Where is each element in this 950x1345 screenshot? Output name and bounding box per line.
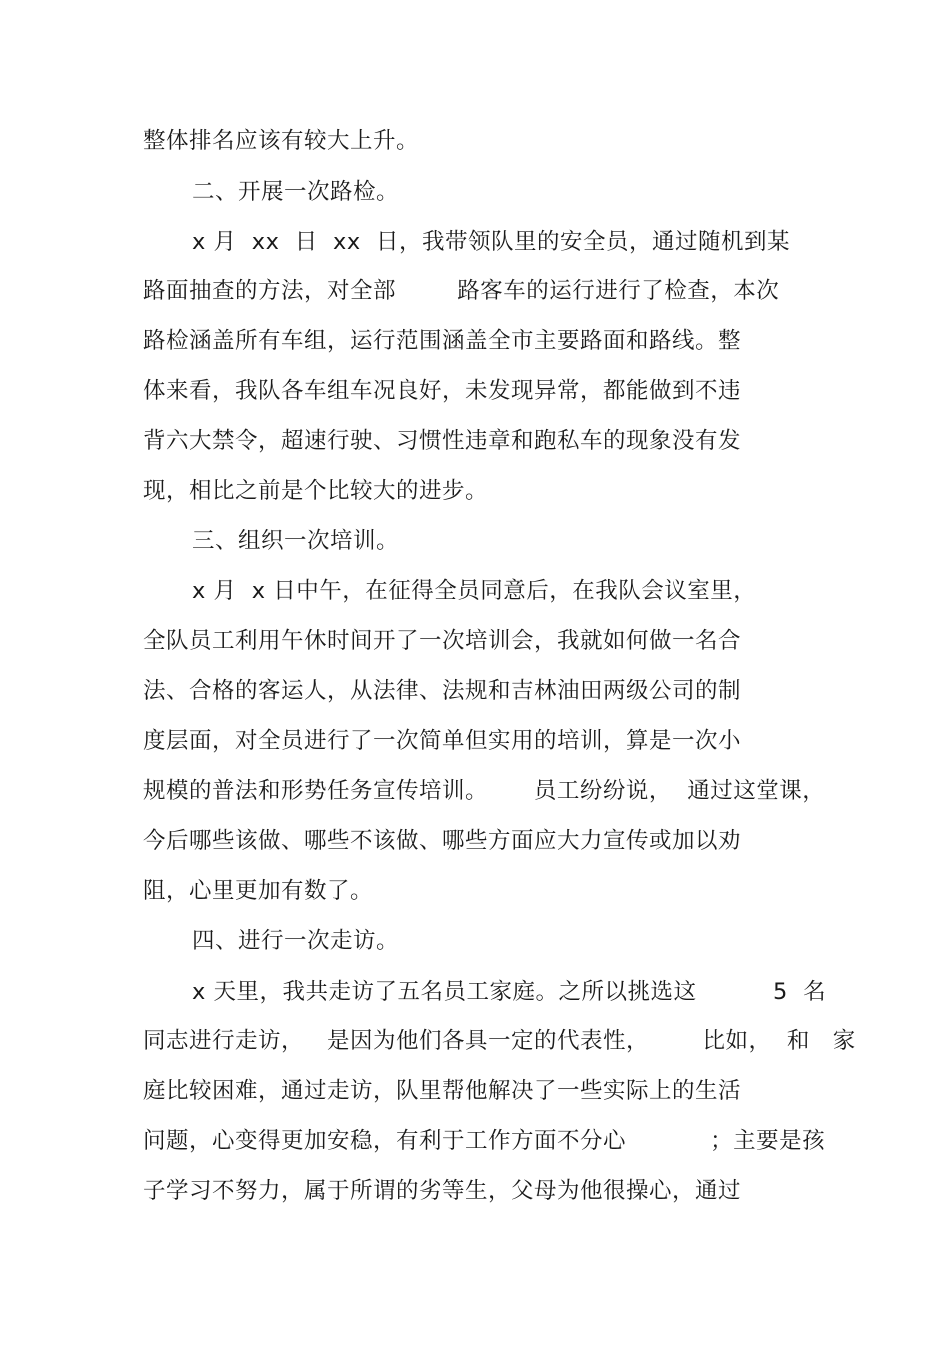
paragraph-line: 路面抽查的方法，对全部 路客车的运行进行了检查，本次 bbox=[143, 278, 780, 304]
section-heading: 二、开展一次路检。 bbox=[192, 179, 400, 205]
paragraph-line: 法、合格的客运人，从法律、法规和吉林油田两级公司的制 bbox=[143, 678, 742, 704]
paragraph-line: 同志进行走访， 是因为他们各具一定的代表性， 比如， 和 家 bbox=[143, 1028, 856, 1054]
paragraph-line: 阻，心里更加有数了。 bbox=[143, 878, 374, 904]
paragraph-line: 现，相比之前是个比较大的进步。 bbox=[143, 478, 489, 504]
paragraph-line: 庭比较困难，通过走访，队里帮他解决了一些实际上的生活 bbox=[143, 1078, 742, 1104]
section-heading: 四、进行一次走访。 bbox=[192, 928, 400, 954]
paragraph-line: 背六大禁令，超速行驶、习惯性违章和跑私车的现象没有发 bbox=[143, 428, 742, 454]
paragraph-line: 规模的普法和形势任务宣传培训。 员工纷纷说， 通过这堂课， bbox=[143, 778, 826, 804]
paragraph-line: x 天里，我共走访了五名员工家庭。之所以挑选这 5 名 bbox=[192, 979, 827, 1005]
paragraph-line: 子学习不努力，属于所谓的劣等生，父母为他很操心，通过 bbox=[143, 1178, 742, 1204]
paragraph-line: 全队员工利用午休时间开了一次培训会，我就如何做一名合 bbox=[143, 628, 742, 654]
paragraph-line: 度层面，对全员进行了一次简单但实用的培训，算是一次小 bbox=[143, 728, 742, 754]
paragraph-line: x 月 xx 日 xx 日，我带领队里的安全员，通过随机到某 bbox=[192, 229, 790, 255]
paragraph-line: 今后哪些该做、哪些不该做、哪些方面应大力宣传或加以劝 bbox=[143, 828, 742, 854]
paragraph-line: x 月 x 日中午，在征得全员同意后，在我队会议室里， bbox=[192, 578, 757, 604]
paragraph-line: 问题，心变得更加安稳，有利于工作方面不分心 ；主要是孩 bbox=[143, 1128, 826, 1154]
paragraph-line: 体来看，我队各车组车况良好，未发现异常，都能做到不违 bbox=[143, 378, 742, 404]
paragraph-line: 路检涵盖所有车组，运行范围涵盖全市主要路面和路线。整 bbox=[143, 328, 742, 354]
section-heading: 三、组织一次培训。 bbox=[192, 528, 400, 554]
paragraph-line: 整体排名应该有较大上升。 bbox=[143, 128, 420, 154]
